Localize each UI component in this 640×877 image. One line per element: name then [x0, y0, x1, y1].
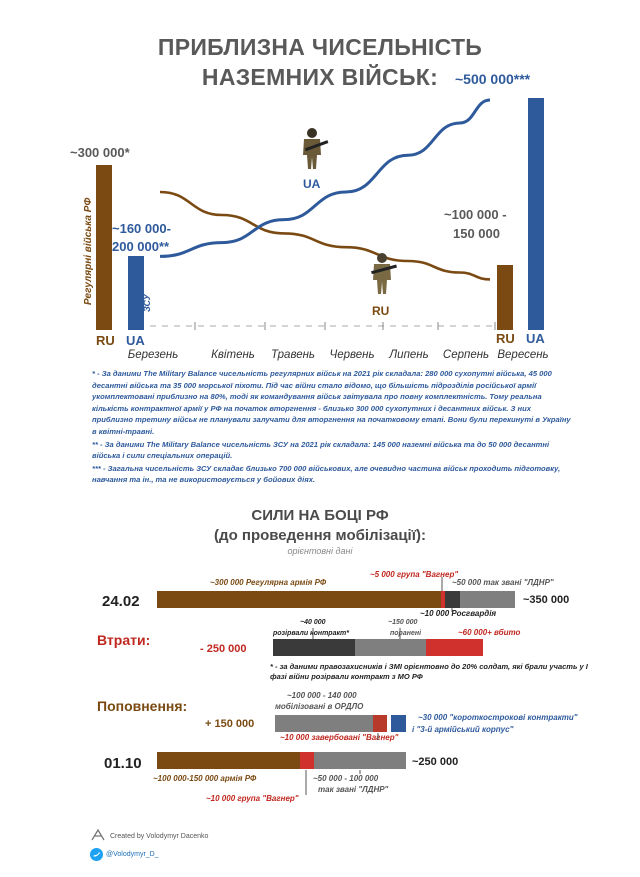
bar-label-start-ru: RU — [96, 333, 115, 348]
label-mobilized-txt: мобілізовані в ОРДЛО — [275, 702, 364, 711]
forces-note: орієнтовні дані — [287, 546, 353, 556]
label-army-oct: ~100 000-150 000 армія РФ — [153, 774, 257, 783]
losses-title: Втрати: — [97, 632, 151, 648]
twitter-icon — [90, 848, 103, 861]
label-killed: ~60 000+ вбито — [458, 628, 521, 637]
footnote-2: ** - За даними The Military Balance чисельність ЗСУ на 2021 рік складала: 145 000 наземні війська та до 50 000 десантні війська і сили спеціальних операцій. — [92, 439, 550, 461]
series-line-ua — [160, 100, 490, 256]
label-short-contracts-1: ~30 000 "короткострокові контракти" — [418, 713, 578, 722]
footnote-3: *** - Загальна чисельність ЗСУ складає близько 700 000 військових, але очевидно частина військ проходить підготовку, навчання та ін., та не використовується у бойових діях. — [92, 463, 561, 485]
label-regular-army: ~300 000 Регулярна армія РФ — [210, 578, 327, 587]
x-tick-label: Вересень — [497, 349, 549, 361]
x-tick-label: Травень — [271, 349, 315, 361]
replenish-total: + 150 000 — [205, 718, 255, 730]
series-line-ru — [160, 192, 490, 279]
row-date-2402: 24.02 — [102, 593, 140, 610]
label-mobilized-num: ~100 000 - 140 000 — [287, 691, 357, 700]
label-rosgvard: ~10 000 Росгвардія — [420, 609, 497, 618]
label-wounded-txt: поранені — [390, 630, 422, 637]
bar-side-label-ru: Регулярні війська РФ — [83, 197, 94, 305]
replenish-title: Поповнення: — [97, 698, 188, 714]
chart-title-line2: НАЗЕМНИХ ВІЙСЬК: — [201, 64, 439, 90]
row-date-0110: 01.10 — [104, 755, 142, 772]
bar-start-ru — [96, 165, 112, 330]
bar-end-ru — [497, 265, 513, 330]
soldier-ua-icon — [303, 128, 328, 169]
bar-label-end-ru: RU — [496, 331, 515, 346]
bar-start-ua — [128, 256, 144, 330]
label-wounded-num: ~150 000 — [388, 619, 418, 626]
x-tick-label: Липень — [389, 349, 429, 361]
x-tick-label: Серпень — [442, 349, 490, 361]
x-tick-label: Квітень — [211, 349, 255, 361]
label-ldnr-oct-1: ~50 000 - 100 000 — [313, 774, 379, 783]
x-tick-label: Червень — [329, 349, 375, 361]
start-ua-value-2: 200 000** — [112, 239, 170, 254]
row4-total: ~250 000 — [412, 756, 459, 768]
label-short-contracts-2: і "3-й армійський корпус" — [412, 725, 514, 734]
x-tick-label: Березень — [127, 349, 179, 361]
footnotes — [92, 368, 572, 487]
twitter-handle[interactable]: @Volodymyr_D_ — [106, 851, 159, 858]
start-ua-value-1: ~160 000- — [112, 221, 171, 236]
figure-label-ru: RU — [372, 304, 390, 318]
label-contract-txt: розірвали контракт* — [273, 630, 349, 637]
label-ldnr-oct-2: так звані "ЛДНР" — [318, 785, 389, 794]
chart-title-line1: ПРИБЛИЗНА ЧИСЕЛЬНІСТЬ — [157, 34, 483, 60]
author-credit: Created by Volodymyr Dacenko — [110, 833, 209, 840]
label-contract-num: ~40 000 — [300, 619, 326, 626]
row1-total: ~350 000 — [523, 594, 570, 606]
forces-title: СИЛИ НА БОЦІ РФ — [251, 507, 389, 524]
label-wagner-oct: ~10 000 група "Вагнер" — [206, 794, 299, 803]
figure-label-ua: UA — [303, 177, 321, 191]
end-ua-value: ~500 000*** — [455, 71, 531, 87]
bar-end-ua — [528, 98, 544, 330]
end-ru-value-1: ~100 000 - — [444, 207, 507, 222]
x-axis-labels — [128, 349, 549, 361]
ground-forces-chart — [0, 0, 640, 370]
label-wagner-recruited: ~10 000 завербовані "Вагнер" — [280, 733, 399, 742]
bar-side-label-ua: ЗСУ — [142, 294, 152, 312]
end-ru-value-2: 150 000 — [453, 226, 500, 241]
footnote-1: * - За даними The Military Balance чисельність регулярних військ на 2021 рік складала: 280 000 сухопутні війська, 45 000 десантні війська та 35 000 морської піхоти. Під час війни стало відомо, що більшість підрозділів російської армії укомплектовані приблизно на 80%, тоді як командування військ звітувала про повну комплектність. Тому реальна кількість контрактної армії у РФ на початок вторгнення - близько 300 000 сухопутних і десантних військ. З них приблизно третину військ не планували залучати для вторгнення на початковому етапі. Вони були перекинуті в Україну в квітні-травні. — [92, 369, 571, 436]
bar-label-end-ua: UA — [526, 331, 545, 346]
label-ldnr: ~50 000 так звані "ЛДНР" — [452, 578, 554, 587]
forces-subtitle-main: (до проведення мобілізації): — [214, 527, 426, 544]
author-logo-icon — [90, 828, 106, 842]
losses-total: - 250 000 — [200, 643, 247, 655]
label-wagner: ~5 000 група "Вагнер" — [370, 570, 459, 579]
losses-footnote: * - за даними правозахисників і ЗМІ орієнтовно до 20% солдат, які брали участь у І фазі війни розірвали контракт з МО РФ — [270, 662, 588, 681]
callout-lines — [0, 560, 640, 820]
bar-label-start-ua: UA — [126, 333, 145, 348]
start-ru-value: ~300 000* — [70, 145, 130, 160]
